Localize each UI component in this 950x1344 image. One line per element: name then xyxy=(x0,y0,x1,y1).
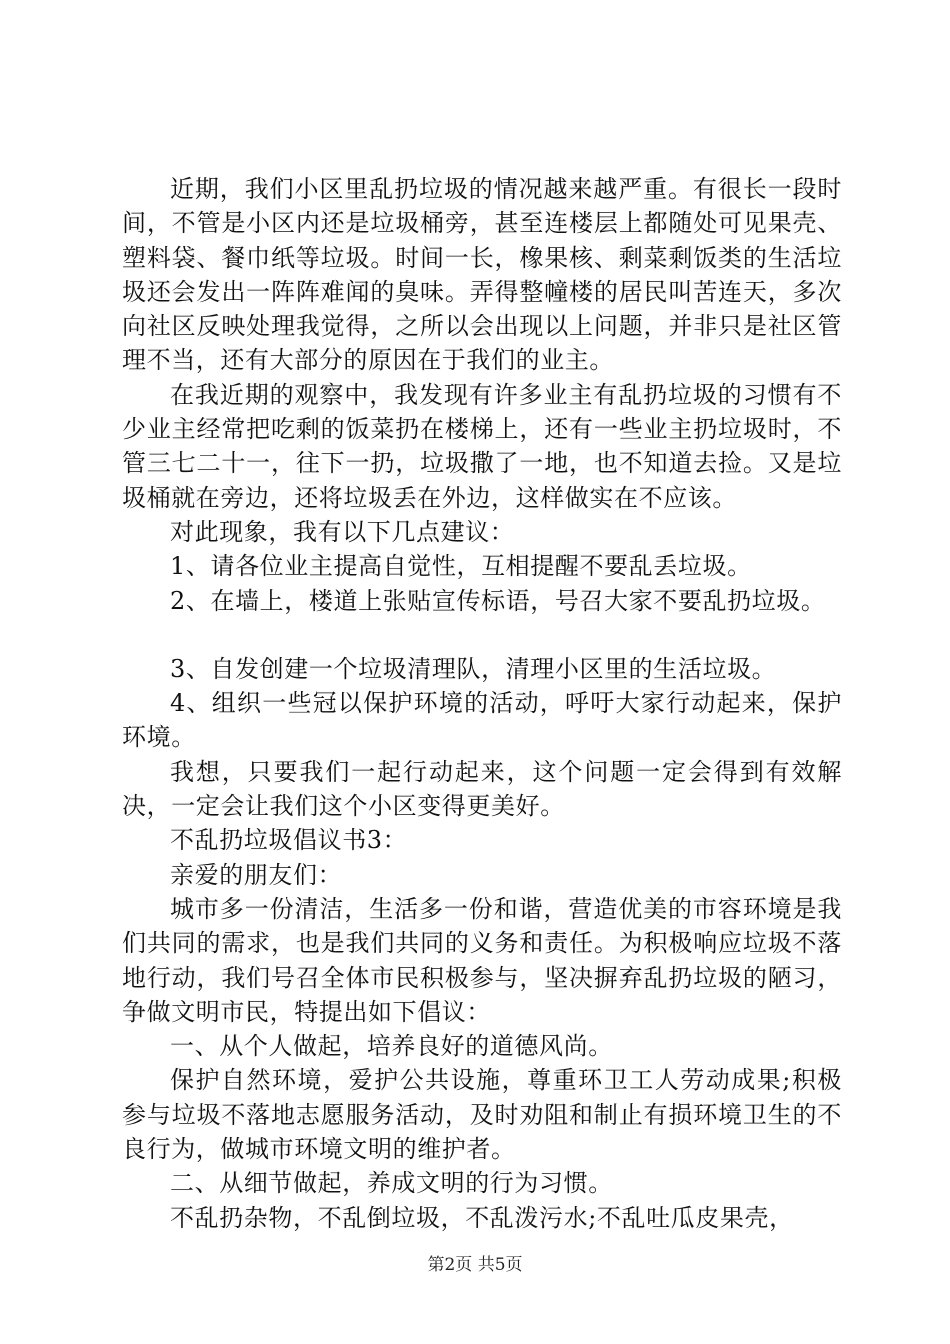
suggestion-item-4: 4、组织一些冠以保护环境的活动，呼吁大家行动起来，保护环境。 xyxy=(122,689,842,752)
paragraph-intro: 近期，我们小区里乱扔垃圾的情况越来越严重。有很长一段时间，不管是小区内还是垃圾桶旁，甚至连楼层上都随处可见果壳、塑料袋、餐巾纸等垃圾。时间一长，橡果核、剩菜剩饭类的生活垃圾还会发出一阵阵难闻的臭味。弄得整幢楼的居民叫苦连天，多次向社区反映处理我觉得，之所以会出现以上问题，并非只是社区管理不当，还有大部分的原因在于我们的业主。 xyxy=(122,175,842,375)
suggestion-item-3: 3、自发创建一个垃圾清理队，清理小区里的生活垃圾。 xyxy=(170,654,777,683)
paragraph-conclusion: 我想，只要我们一起行动起来，这个问题一定会得到有效解决，一定会让我们这个小区变得更美好。 xyxy=(122,757,842,821)
proposal-point-1-body: 保护自然环境，爱护公共设施，尊重环卫工人劳动成果;积极参与垃圾不落地志愿服务活动，及时劝阻和制止有损环境卫生的不良行为，做城市环境文明的维护者。 xyxy=(122,1066,842,1164)
document-body xyxy=(122,172,842,1235)
suggestion-item-2: 2、在墙上，楼道上张贴宣传标语，号召大家不要乱扔垃圾。 xyxy=(170,586,826,615)
blank-line xyxy=(122,618,842,652)
section-heading: 不乱扔垃圾倡议书3： xyxy=(170,826,408,855)
paragraph-proposal: 城市多一份清洁，生活多一份和谐，营造优美的市容环境是我们共同的需求，也是我们共同的义务和责任。为积极响应垃圾不落地行动，我们号召全体市民积极参与，坚决摒弃乱扔垃圾的陋习，争做文明市民，特提出如下倡议： xyxy=(122,894,842,1026)
proposal-point-2-body: 不乱扔杂物，不乱倒垃圾，不乱泼污水;不乱吐瓜皮果壳， xyxy=(170,1203,794,1232)
paragraph-suggestions-lead: 对此现象，我有以下几点建议： xyxy=(170,517,515,546)
salutation: 亲爱的朋友们： xyxy=(170,860,343,889)
page-number-footer: 第2页 共5页 xyxy=(427,1255,523,1275)
proposal-point-2-heading: 二、从细节做起，养成文明的行为习惯。 xyxy=(170,1169,613,1198)
suggestion-item-1: 1、请各位业主提高自觉性，互相提醒不要乱丢垃圾。 xyxy=(170,552,752,581)
paragraph-observation: 在我近期的观察中，我发现有许多业主有乱扔垃圾的习惯有不少业主经常把吃剩的饭菜扔在楼梯上，还有一些业主扔垃圾时，不管三七二十一，往下一扔，垃圾撒了一地，也不知道去捡。又是垃圾桶就在旁边，还将垃圾丢在外边，这样做实在不应该。 xyxy=(122,380,842,512)
proposal-point-1-heading: 一、从个人做起，培养良好的道德风尚。 xyxy=(170,1032,613,1061)
